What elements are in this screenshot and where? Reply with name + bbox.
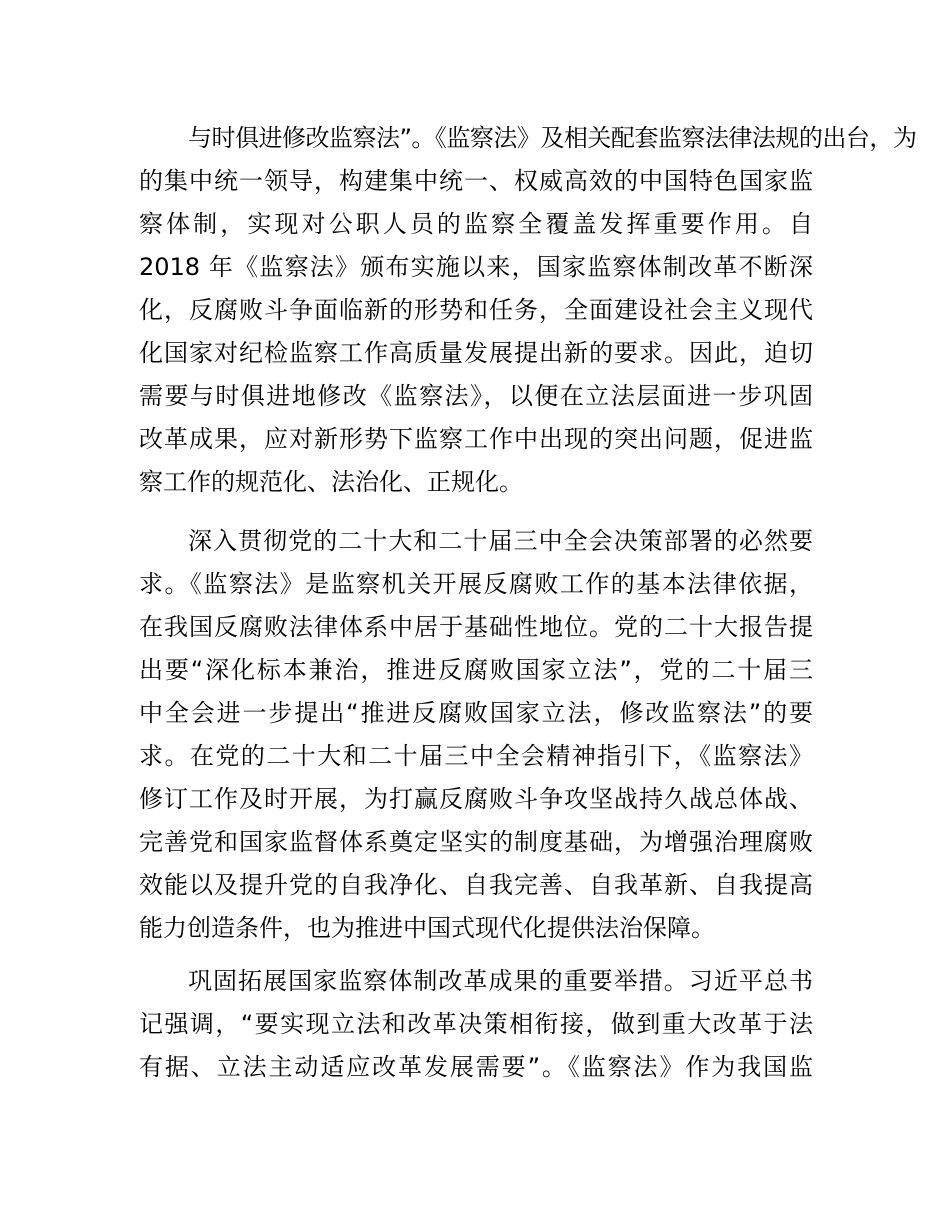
text-line: 察工作的规范化、法治化、正规化。 (139, 468, 523, 496)
text-line: 修订工作及时开展，为打赢反腐败斗争攻坚战持久战总体战、 (139, 785, 813, 813)
paragraph-2 (139, 520, 813, 950)
text-line: 效能以及提升党的自我净化、自我完善、自我革新、自我提高 (139, 871, 813, 899)
text-line: 化国家对纪检监察工作高质量发展提出新的要求。因此，迫切 (139, 339, 813, 367)
text-line: 巩固拓展国家监察体制改革成果的重要举措。习近平总书 (188, 967, 813, 995)
text-line: 记强调，“要实现立法和改革决策相衔接，做到重大改革于法 (139, 1010, 813, 1038)
paragraph-1 (139, 117, 917, 504)
text-line: 中全会进一步提出“推进反腐败国家立法，修改监察法”的要 (139, 699, 813, 727)
text-line: 有据、立法主动适应改革发展需要”。《监察法》作为我国监 (139, 1053, 813, 1081)
text-line: 在我国反腐败法律体系中居于基础性地位。党的二十大报告提 (139, 613, 813, 641)
text-line: 求。在党的二十大和二十届三中全会精神指引下，《监察法》 (139, 742, 813, 770)
paragraph-3 (139, 960, 813, 1089)
text-line: 的集中统一领导，构建集中统一、权威高效的中国特色国家监 (139, 167, 813, 195)
text-line: 求。《监察法》是监察机关开展反腐败工作的基本法律依据， (139, 570, 813, 598)
text-line (139, 117, 950, 160)
text-line: 需要与时俱进地修改《监察法》，以便在立法层面进一步巩固 (139, 382, 813, 410)
text-line: 改革成果，应对新形势下监察工作中出现的突出问题，促进监 (139, 425, 813, 453)
text-line: 完善党和国家监督体系奠定坚实的制度基础，为增强治理腐败 (139, 828, 813, 856)
text-line: 化，反腐败斗争面临新的形势和任务，全面建设社会主义现代 (139, 296, 813, 324)
clipped-character: 为 (892, 124, 917, 152)
text-line: 察体制，实现对公职人员的监察全覆盖发挥重要作用。自 (139, 210, 813, 238)
text-line: 2018 年《监察法》颁布实施以来，国家监察体制改革不断深 (139, 253, 813, 281)
text-line-visible-fragment: 与时俱进修改监察法”。《监察法》及相关配套监察法律法规的出台， (188, 124, 893, 152)
text-line: 出要“深化标本兼治，推进反腐败国家立法”，党的二十届三 (139, 656, 813, 684)
text-line: 能力创造条件，也为推进中国式现代化提供法治保障。 (139, 914, 715, 942)
text-line: 深入贯彻党的二十大和二十届三中全会决策部署的必然要 (188, 527, 813, 555)
